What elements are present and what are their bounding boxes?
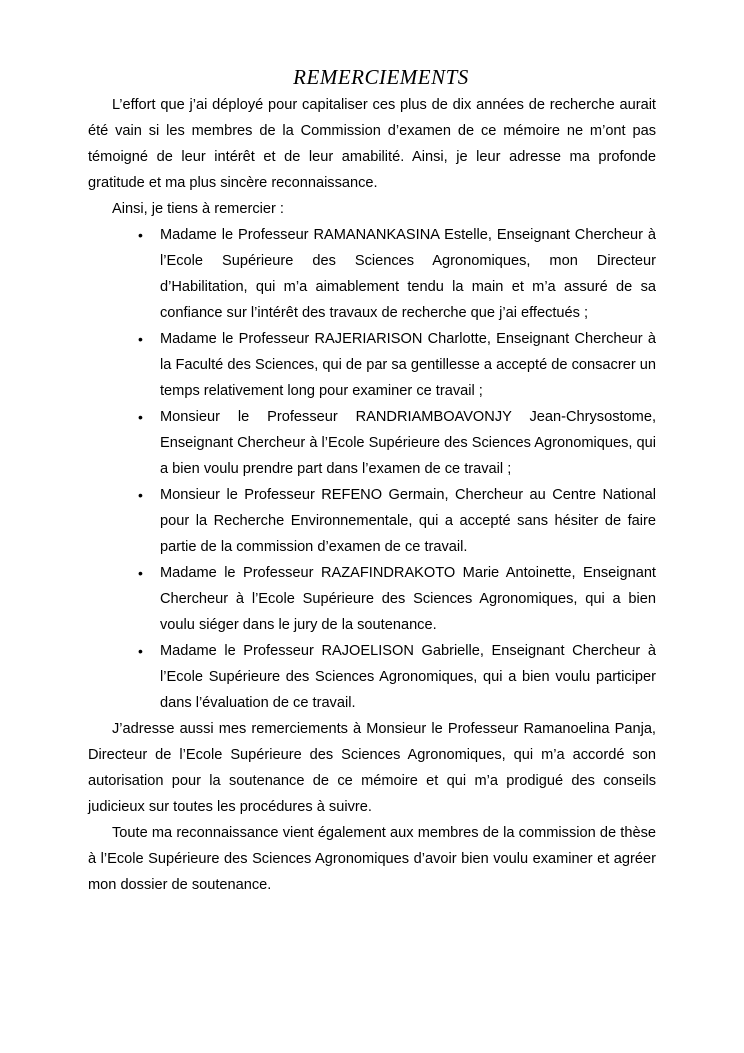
list-item-text: Monsieur le Professeur REFENO Germain, Chercheur au Centre National pour la Recherche Environnementale, qui a accepté sans hésiter de faire partie de la commission d’examen de ce travail. <box>160 487 656 555</box>
intro-paragraph: L’effort que j’ai déployé pour capitaliser ces plus de dix années de recherche aurait été vain si les membres de la Commission d’examen de ce mémoire ne m’ont pas témoigné de leur intérêt et de leur amabilité. Ainsi, je leur adresse ma profonde gratitude et ma plus sincère reconnaissance. <box>88 97 656 191</box>
bullet-icon: • <box>138 487 143 503</box>
bullet-icon: • <box>138 409 143 425</box>
commission-paragraph: Toute ma reconnaissance vient également aux membres de la commission de thèse à l’Ecole Supérieure des Sciences Agronomiques d’avoir bien voulu examiner et agréer mon dossier de soutenance. <box>88 825 656 893</box>
list-item-text: Madame le Professeur RAJERIARISON Charlotte, Enseignant Chercheur à la Faculté des Sciences, qui de par sa gentillesse a accepté de consacrer un temps relativement long pour examiner ce travail ; <box>160 331 656 399</box>
list-item <box>88 404 656 482</box>
director-paragraph: J’adresse aussi mes remerciements à Monsieur le Professeur Ramanoelina Panja, Directeur de l’Ecole Supérieure des Sciences Agronomiques, qui m’a accordé son autorisation pour la soutenance de ce mémoire et qui m’a prodigué des conseils judicieux sur toutes les procédures à suivre. <box>88 721 656 815</box>
list-item-text: Monsieur le Professeur RANDRIAMBOAVONJY Jean-Chrysostome, Enseignant Chercheur à l’Ecole Supérieure des Sciences Agronomiques, qui a bien voulu prendre part dans l’examen de ce travail ; <box>160 409 656 477</box>
members-list <box>88 222 656 716</box>
document-page <box>88 62 656 898</box>
bullet-icon: • <box>138 565 143 581</box>
list-item-text: Madame le Professeur RAZAFINDRAKOTO Marie Antoinette, Enseignant Chercheur à l’Ecole Supérieure des Sciences Agronomiques, qui a bien voulu siéger dans le jury de la soutenance. <box>160 565 656 633</box>
page-title: REMERCIEMENTS <box>293 65 469 89</box>
list-item <box>88 560 656 638</box>
list-item <box>88 482 656 560</box>
thanks-lead: Ainsi, je tiens à remercier : <box>112 201 284 217</box>
list-item-text: Madame le Professeur RAMANANKASINA Estelle, Enseignant Chercheur à l’Ecole Supérieure des Sciences Agronomiques, mon Directeur d’Habilitation, qui m’a aimablement tendu la main et m’a assuré de sa confiance sur l’intérêt des travaux de recherche que j’ai effectués ; <box>160 227 656 321</box>
bullet-icon: • <box>138 643 143 659</box>
list-item <box>88 222 656 326</box>
bullet-icon: • <box>138 331 143 347</box>
list-item-text: Madame le Professeur RAJOELISON Gabrielle, Enseignant Chercheur à l’Ecole Supérieure des Sciences Agronomiques, qui a bien voulu participer dans l’évaluation de ce travail. <box>160 643 656 711</box>
bullet-icon: • <box>138 227 143 243</box>
list-item <box>88 326 656 404</box>
list-item <box>88 638 656 716</box>
